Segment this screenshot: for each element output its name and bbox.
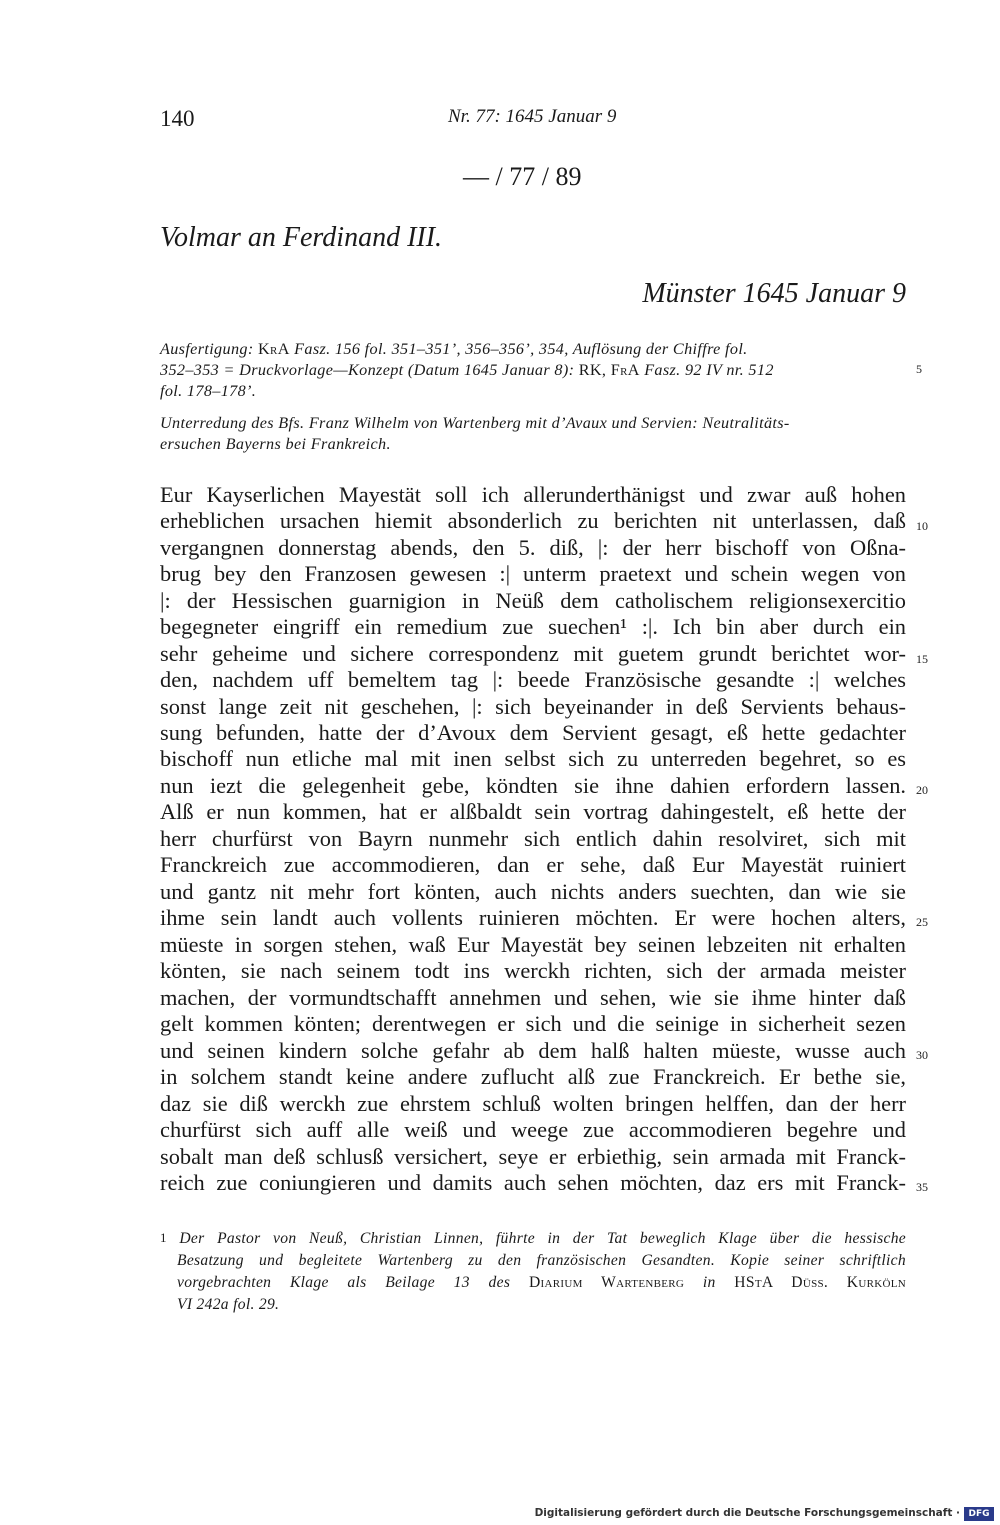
body-line: und seinen kindern solche gefahr ab dem halß halten müeste, wusse auch — [160, 1038, 906, 1063]
footnote-line-3 — [177, 1274, 906, 1292]
body-line: sung befunden, hatte der d’Avoux dem Servient gesagt, eß hette gedachter — [160, 720, 906, 745]
source-line-1 — [160, 340, 748, 359]
body-line: Eur Kayserlichen Mayestät soll ich allerunderthänigst und zwar auß hohen — [160, 482, 906, 507]
body-line: vergangnen donnerstag abends, den 5. diß, |: der herr bischoff von Oßna- — [160, 535, 906, 560]
page-number: 140 — [160, 106, 195, 131]
line-number: 30 — [916, 1048, 928, 1062]
summary-line-2: ersuchen Bayerns bei Frankreich. — [160, 435, 391, 453]
running-head: Nr. 77: 1645 Januar 9 — [448, 106, 617, 127]
source-name: Diarium Wartenberg — [528, 1274, 685, 1291]
source-ref: Fasz. 156 fol. 351–351’, 356–356’, 354, Auflösung der Chiffre fol. — [289, 340, 748, 358]
body-line: bischoff nun etliche mal mit inen selbst sich zu unterreden begehret, so es — [160, 746, 906, 771]
archive-abbrev: HStA Düss. Kurköln — [734, 1274, 906, 1291]
body-line: sonst lange zeit nit geschehen, |: sich beyeinander in deß Servients behaus- — [160, 694, 906, 719]
footnote-line-2: Besatzung und begleitete Wartenberg zu den französischen Gesandten. Kopie seiner schriftlich — [177, 1252, 906, 1269]
source-line-3: fol. 178–178’. — [160, 382, 257, 400]
body-line: und gantz nit mehr fort könten, auch nichts anders suechten, dan wie sie — [160, 879, 906, 904]
body-line: sobalt man deß schlusß versichert, seye er erbiethig, sein armada mit Franck- — [160, 1144, 906, 1169]
body-line: gelt kommen könten; derentwegen er sich und die seinige in sicherheit sezen — [160, 1011, 906, 1036]
place-date: Münster 1645 Januar 9 — [642, 278, 906, 309]
archive-abbrev: RK, FrA — [578, 361, 640, 379]
source-label: Ausfertigung: — [160, 340, 258, 358]
body-line: Alß er nun kommen, hat er alßbaldt sein vortrag dahingestelt, eß hette der — [160, 799, 906, 824]
line-number: 35 — [916, 1180, 928, 1194]
footnote-line-4: VI 242a fol. 29. — [177, 1296, 280, 1313]
body-line: Franckreich zue accommodieren, dan er sehe, daß Eur Mayestät ruiniert — [160, 852, 906, 877]
line-number: 15 — [916, 652, 928, 666]
footnote-text: in — [684, 1274, 735, 1291]
dfg-logo: DFG — [964, 1507, 994, 1521]
line-number: 25 — [916, 915, 928, 929]
letter-title: Volmar an Ferdinand III. — [160, 222, 443, 253]
footnote-line-1 — [160, 1230, 906, 1248]
body-line: müeste in sorgen stehen, waß Eur Mayestät bey seinen lebzeiten nit erhalten — [160, 932, 906, 957]
body-line: churfürst sich auff alle weiß und weege zue accommodieren begehre und — [160, 1117, 906, 1142]
source-ref: Fasz. 92 IV nr. 512 — [639, 361, 774, 379]
archive-abbrev: KrA — [257, 340, 290, 358]
line-number: 20 — [916, 783, 928, 797]
body-line: |: der Hessischen guarnigion in Neüß dem catholischem religionsexercitio — [160, 588, 906, 613]
body-line: herr churfürst von Bayrn nunmehr sich entlich dahin resolviret, sich mit — [160, 826, 906, 851]
footnote-text: vorgebrachten Klage als Beilage 13 des — [177, 1274, 529, 1291]
body-line: sehr geheime und sichere correspondenz mit guetem grundt berichtet wor- — [160, 641, 906, 666]
line-number: 10 — [916, 519, 928, 533]
body-line: erheblichen ursachen hiemit absonderlich zu berichten nit unterlassen, daß — [160, 508, 906, 533]
body-line: begegneter eingriff ein remedium zue suechen¹ :|. Ich bin aber durch ein — [160, 614, 906, 639]
source-ref: 352–353 = Druckvorlage—Konzept (Datum 1645 Januar 8): — [160, 361, 579, 379]
summary-line-1: Unterredung des Bfs. Franz Wilhelm von Wartenberg mit d’Avaux und Servien: Neutralitäts- — [160, 414, 790, 432]
document-number: — / 77 / 89 — [463, 162, 582, 191]
line-number: 5 — [916, 362, 922, 376]
body-line: brug bey den Franzosen gewesen :| unterm praetext und schein wegen von — [160, 561, 906, 586]
body-line: den, nachdem uff bemeltem tag |: beede Französische gesandte :| welches — [160, 667, 906, 692]
source-line-2 — [160, 361, 774, 380]
body-line: in solchem standt keine andere zuflucht alß zue Franckreich. Er bethe sie, — [160, 1064, 906, 1089]
body-line: reich zue coniungieren und damits auch sehen möchten, daz ers mit Franck- — [160, 1170, 906, 1195]
body-line: könten, sie nach seinem todt ins werckh richten, sich der armada meister — [160, 958, 906, 983]
body-line: daz sie diß werckh zue ehrstem schluß wolten bringen helffen, dan der herr — [160, 1091, 906, 1116]
footnote-text: Der Pastor von Neuß, Christian Linnen, führte in der Tat beweglich Klage über die hessische — [179, 1230, 907, 1247]
body-line: nun iezt die gelegenheit gebe, köndten sie ihne dahien erfordern lassen. — [160, 773, 906, 798]
body-line: ihme sein landt auch vollents ruinieren möchten. Er were hochen alters, — [160, 905, 906, 930]
body-line: machen, der vormundtschafft annehmen und sehen, wie sie ihme hinter daß — [160, 985, 906, 1010]
digitization-credit: Digitalisierung gefördert durch die Deutsche Forschungsgemeinschaft · — [534, 1507, 960, 1519]
footnote-marker: 1 — [160, 1230, 167, 1245]
